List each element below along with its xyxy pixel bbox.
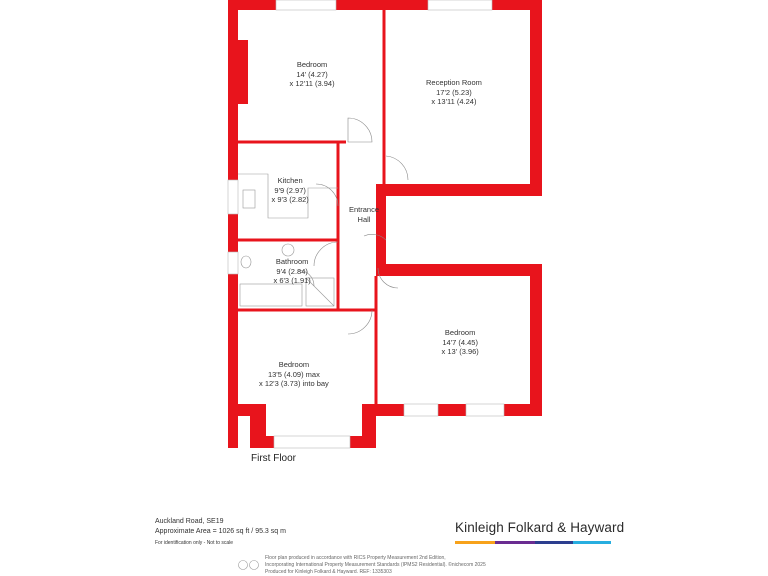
- area-text: Approximate Area = 1026 sq ft / 95.3 sq m: [155, 528, 286, 535]
- room-label-bathroom: Bathroom 9'4 (2.84) x 6'3 (1.91): [273, 257, 311, 285]
- room-label-bedroom-bottom: Bedroom 13'5 (4.09) max x 12'3 (3.73) into bay: [259, 360, 329, 388]
- brand-bar-navy: [535, 541, 573, 544]
- brand-bar-orange: [455, 541, 495, 544]
- room-label-bedroom-top: Bedroom 14' (4.27) x 12'11 (3.94): [289, 60, 335, 88]
- room-label-kitchen: Kitchen 9'9 (2.97) x 9'3 (2.82): [271, 176, 309, 204]
- room-label-bedroom-right: Bedroom 14'7 (4.45) x 13' (3.96): [441, 328, 479, 356]
- brand-name: Kinleigh Folkard & Hayward: [455, 520, 625, 535]
- brand-bar-purple: [495, 541, 535, 544]
- ipms-icon: [239, 561, 248, 570]
- room-label-reception: Reception Room 17'2 (5.23) x 13'11 (4.24): [426, 78, 482, 106]
- address-text: Auckland Road, SE19: [155, 518, 224, 525]
- floor-label: First Floor: [251, 453, 296, 464]
- disclaimer-line-3: Produced for Kinleigh Folkard & Hayward. REF: 1335303: [265, 569, 392, 575]
- rics-icon: [250, 561, 259, 570]
- disclaimer-line-2: Incorporating International Property Measurement Standards (IPMS2 Residential). ©nichecom 2025: [265, 562, 486, 568]
- compliance-icons: [238, 558, 260, 572]
- brand-bar-cyan: [573, 541, 611, 544]
- room-label-entrance-hall: Entrance Hall: [349, 205, 380, 224]
- disclaimer-line-1: Floor plan produced in accordance with RICS Property Measurement 2nd Edition,: [265, 555, 446, 561]
- identification-note: For identification only - Not to scale: [155, 540, 234, 546]
